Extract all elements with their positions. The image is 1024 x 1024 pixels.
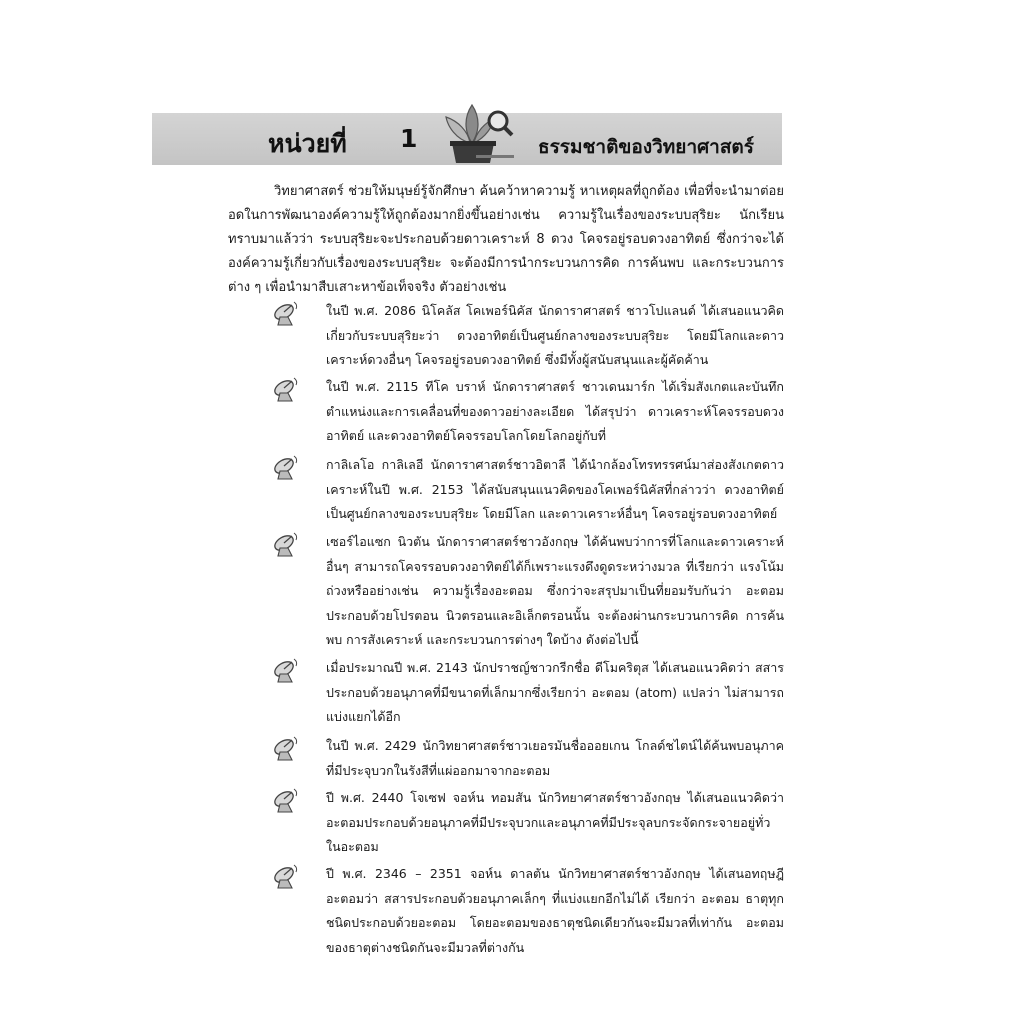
list-item-text: ในปี พ.ศ. 2086 นิโคลัส โคเพอร์นิคัส นักดาราศาสตร์ ชาวโปแลนด์ ได้เสนอแนวคิดเกี่ยวกับระบบสุริยะว่า ดวงอาทิตย์เป็นศูนย์กลางของระบบสุริยะ โดยมีโลกและดาวเคราะห์ดวงอื่นๆ โคจรอยู่รอบดวงอาทิตย์ ซึ่งมีทั้งผู้สนับสนุนและผู้คัดค้าน [326, 303, 784, 367]
unit-label: หน่วยที่ [268, 129, 347, 158]
satellite-dish-icon [272, 375, 302, 403]
list-item-text: ในปี พ.ศ. 2115 ทีโค บราห์ นักดาราศาสตร์ ชาวเดนมาร์ก ได้เริ่มสังเกตและบันทึกตำแหน่งและการเคลื่อนที่ของดาวอย่างละเอียด ได้สรุปว่า ดาวเคราะห์โคจรรอบดวงอาทิตย์ และดวงอาทิตย์โคจรรอบโลกโดยโลกอยู่กับที่ [326, 379, 784, 443]
satellite-dish-icon [272, 734, 302, 762]
intro-text: วิทยาศาสตร์ ช่วยให้มนุษย์รู้จักศึกษา ค้นคว้าหาความรู้ หาเหตุผลที่ถูกต้อง เพื่อที่จะนำมาต่อยอดในการพัฒนาองค์ความรู้ให้ถูกต้องมากยิ่งขึ้นอย่างเช่น ความรู้ในเรื่องของระบบสุริยะ นักเรียนทราบมาแล้วว่า ระบบสุริยะจะประกอบด้วยดาวเคราะห์ 8 ดวง โคจรอยู่รอบดวงอาทิตย์ ซึ่งกว่าจะได้องค์ความรู้เกี่ยวกับเรื่องของระบบสุริยะ จะต้องมีการนำกระบวนการคิด การค้นพบ และกระบวนการต่าง ๆ เพื่อนำมาสืบเสาะหาข้อเท็จจริง ตัวอย่างเช่น [228, 184, 784, 295]
plant-magnifier-icon [436, 95, 528, 171]
satellite-dish-icon [272, 786, 302, 814]
satellite-dish-icon [272, 453, 302, 481]
unit-title: ธรรมชาติของวิทยาศาสตร์ [538, 136, 754, 158]
list-item-text: ในปี พ.ศ. 2429 นักวิทยาศาสตร์ชาวเยอรมันชื่อออยเกน โกลด์ชไตน์ได้ค้นพบอนุภาคที่มีประจุบวกในรังสีที่แผ่ออกมาจากอะตอม [326, 738, 784, 778]
satellite-dish-icon [272, 862, 302, 890]
list-item-text: ปี พ.ศ. 2346 – 2351 จอห์น ดาลตัน นักวิทยาศาสตร์ชาวอังกฤษ ได้เสนอทฤษฎีอะตอมว่า สสารประกอบด้วยอนุภาคเล็กๆ ที่แบ่งแยกอีกไม่ได้ เรียกว่า อะตอม ธาตุทุกชนิดประกอบด้วยอะตอม โดยอะตอมของธาตุชนิดเดียวกันจะมีมวลที่เท่ากัน อะตอมของธาตุต่างชนิดกันจะมีมวลที่ต่างกัน [326, 866, 784, 955]
list-item-text: เซอร์ไอแซก นิวตัน นักดาราศาสตร์ชาวอังกฤษ ได้ค้นพบว่าการที่โลกและดาวเคราะห์อื่นๆ สามารถโคจรรอบดวงอาทิตย์ได้ก็เพราะแรงดึงดูดระหว่างมวล ที่เรียกว่า แรงโน้มถ่วงหรืออย่างเช่น ความรู้เรื่องอะตอม ซึ่งกว่าจะสรุปมาเป็นที่ยอมรับกันว่า อะตอมประกอบด้วยโปรตอน นิวตรอนและอิเล็กตรอนนั้น จะต้องผ่านกระบวนการคิด การค้นพบ การสังเคราะห์ และกระบวนการต่างๆ ใดบ้าง ดังต่อไปนี้ [326, 534, 784, 647]
list-item-text: ปี พ.ศ. 2440 โจเซฟ จอห์น ทอมสัน นักวิทยาศาสตร์ชาวอังกฤษ ได้เสนอแนวคิดว่าอะตอมประกอบด้วยอนุภาคที่มีประจุบวกและอนุภาคที่มีประจุลบกระจัดกระจายอยู่ทั่วในอะตอม [326, 790, 784, 854]
intro-paragraph [228, 180, 784, 300]
satellite-dish-icon [272, 656, 302, 684]
satellite-dish-icon [272, 299, 302, 327]
list-item-text: กาลิเลโอ กาลิเลอี นักดาราศาสตร์ชาวอิตาลี ได้นำกล้องโทรทรรศน์มาส่องสังเกตดาวเคราะห์ในปี พ.ศ. 2153 ได้สนับสนุนแนวคิดของโคเพอร์นิคัสที่กล่าวว่า ดวงอาทิตย์เป็นศูนย์กลางของระบบสุริยะ โดยมีโลก และดาวเคราะห์อื่นๆ โคจรอยู่รอบดวงอาทิตย์ [326, 457, 784, 521]
unit-number: 1 [400, 124, 418, 153]
list-item-text: เมื่อประมาณปี พ.ศ. 2143 นักปราชญ์ชาวกรีกชื่อ ดีโมคริตุส ได้เสนอแนวคิดว่า สสารประกอบด้วยอนุภาคที่มีขนาดที่เล็กมากซึ่งเรียกว่า อะตอม (atom) แปลว่า ไม่สามารถแบ่งแยกได้อีก [326, 660, 784, 724]
satellite-dish-icon [272, 530, 302, 558]
